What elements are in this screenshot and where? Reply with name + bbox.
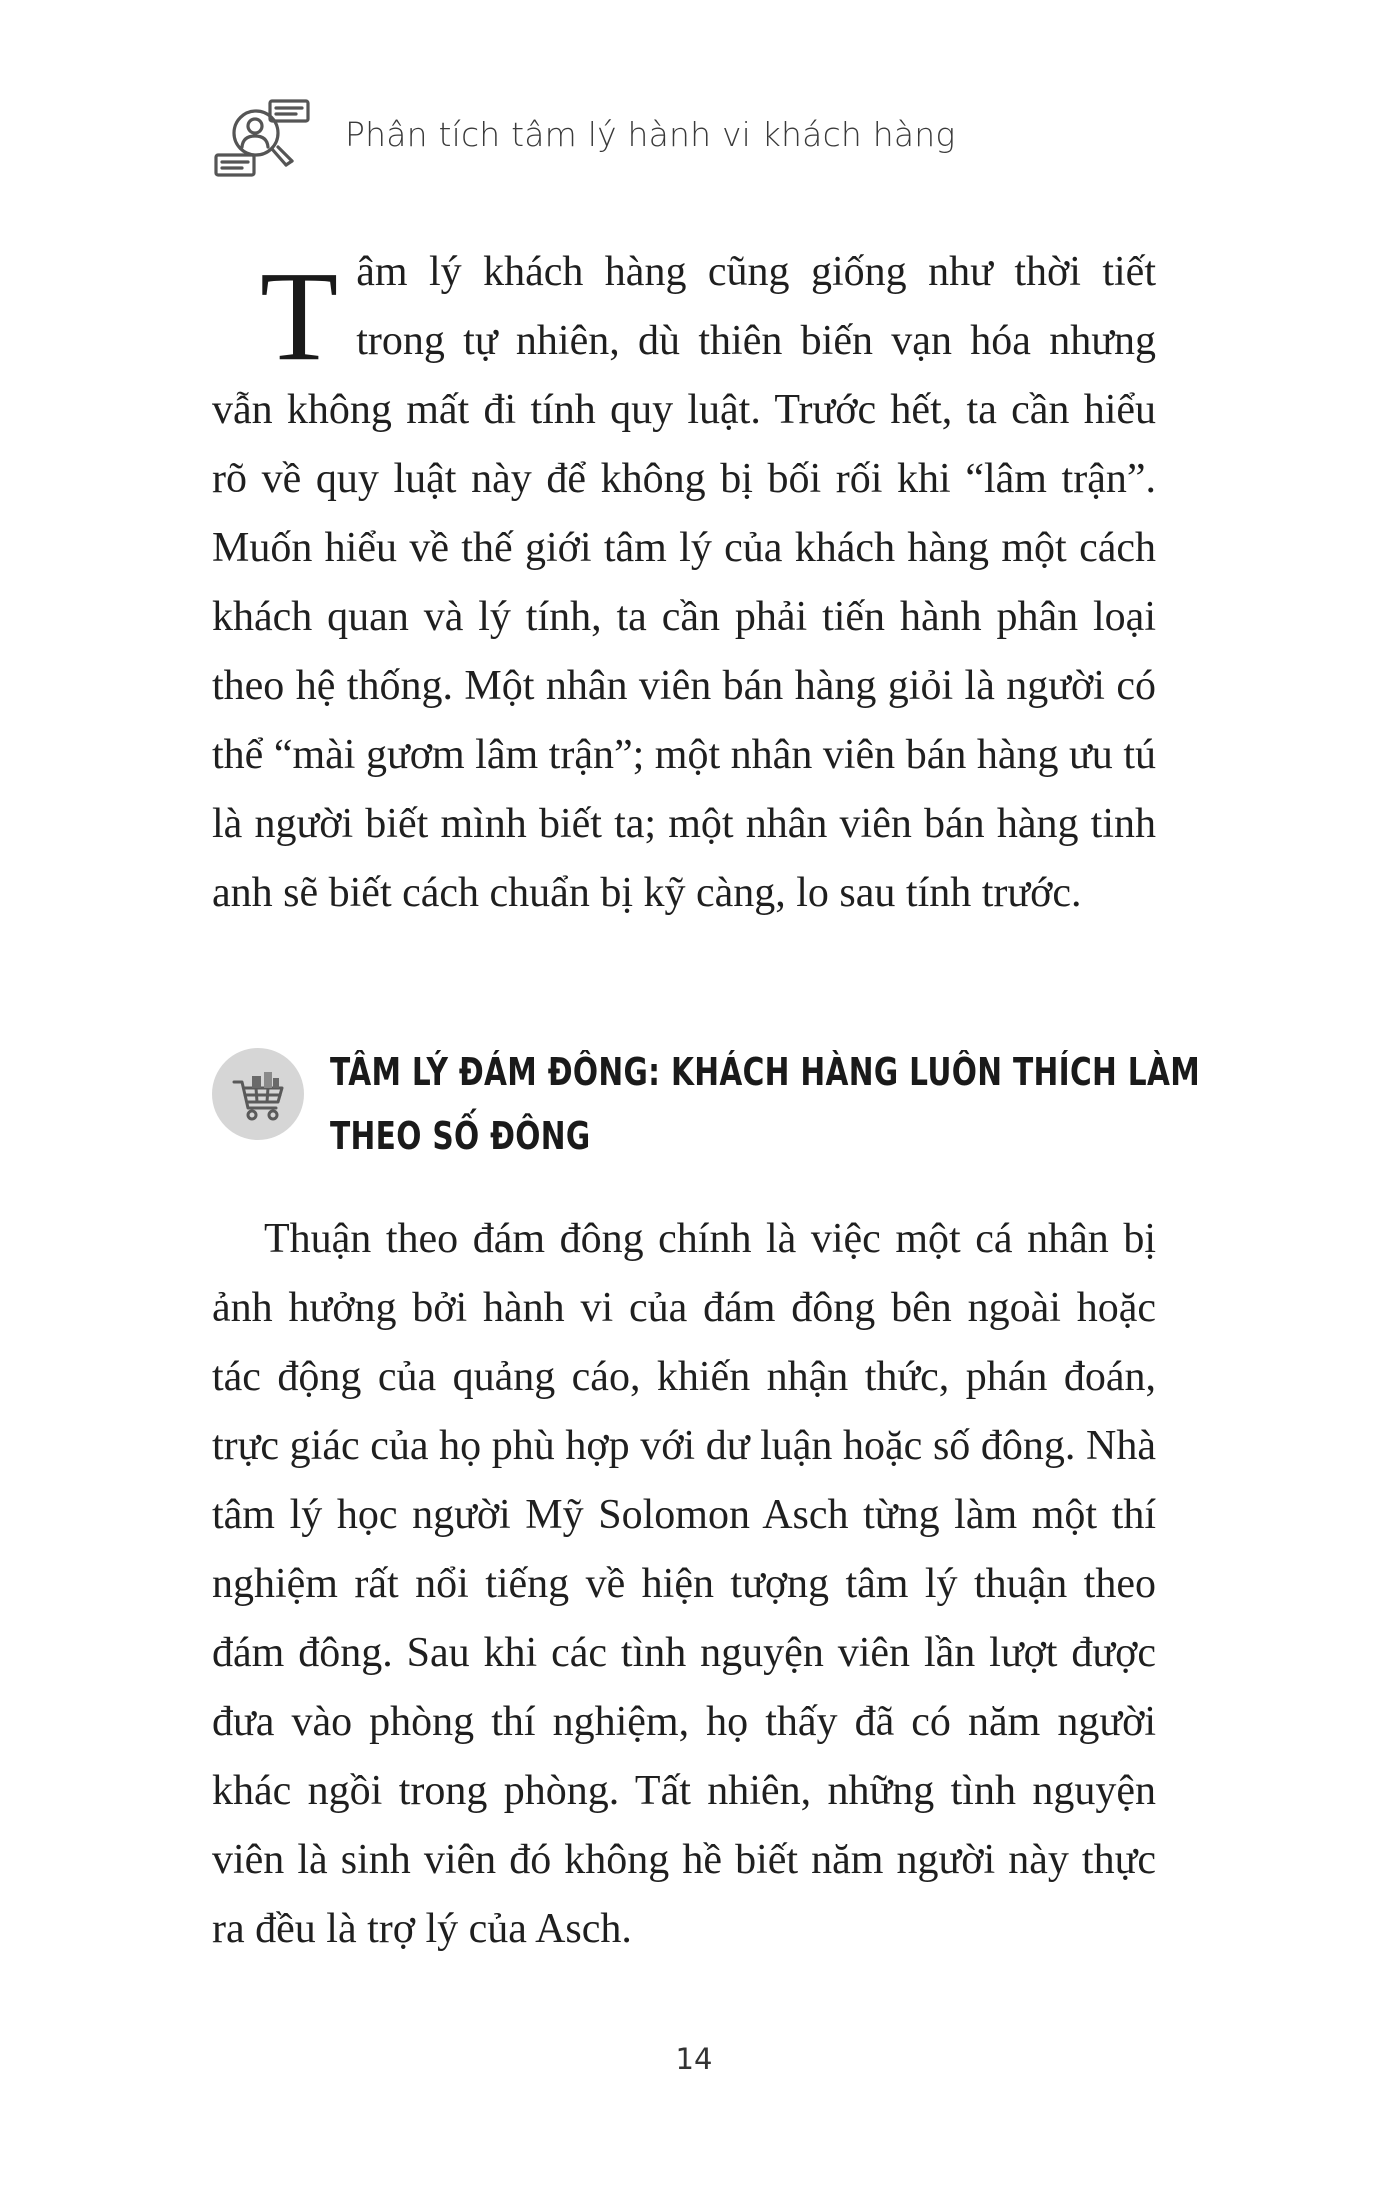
running-header: [212, 95, 1212, 185]
intro-paragraph: [212, 238, 1156, 928]
section-paragraph: Thuận theo đám đông chính là việc một cá nhân bị ảnh hưởng bởi hành vi của đám đông bên ngoài hoặc tác động của quảng cáo, khiến nhận thức, phán đoán, trực giác của họ phù hợp với dư luận hoặc số đông. Nhà tâm lý học người Mỹ Solomon Asch từng làm một thí nghiệm rất nổi tiếng về hiện tượng tâm lý thuận theo đám đông. Sau khi các tình nguyện viên lần lượt được đưa vào phòng thí nghiệm, họ thấy đã có năm người khác ngồi trong phòng. Tất nhiên, những tình nguyện viên là sinh viên đó không hề biết năm người này thực ra đều là trợ lý của Asch.: [212, 1216, 1156, 1952]
customer-analysis-icon: [212, 95, 312, 185]
running-header-title: Phân tích tâm lý hành vi khách hàng: [345, 115, 956, 154]
intro-text: âm lý khách hàng cũng giống như thời tiết trong tự nhiên, dù thiên biến vạn hóa nhưng vẫn không mất đi tính quy luật. Trước hết, ta cần hiểu rõ về quy luật này để không bị bối rối khi “lâm trận”. Muốn hiểu về thế giới tâm lý của khách hàng một cách khách quan và lý tính, ta cần phải tiến hành phân loại theo hệ thống. Một nhân viên bán hàng giỏi là người có thể “mài gươm lâm trận”; một nhân viên bán hàng ưu tú là người biết mình biết ta; một nhân viên bán hàng tinh anh sẽ biết cách chuẩn bị kỹ càng, lo sau tính trước.: [212, 249, 1156, 916]
page-number: 14: [675, 2042, 713, 2076]
section-heading-line-2: THEO SỐ ĐÔNG: [330, 1114, 591, 1158]
shopping-cart-icon: [212, 1048, 304, 1140]
section-heading-line-1: TÂM LÝ ĐÁM ĐÔNG: KHÁCH HÀNG LUÔN THÍCH LÀM: [330, 1050, 1201, 1094]
section-heading: [330, 1040, 1201, 1168]
drop-cap: T: [260, 245, 339, 387]
